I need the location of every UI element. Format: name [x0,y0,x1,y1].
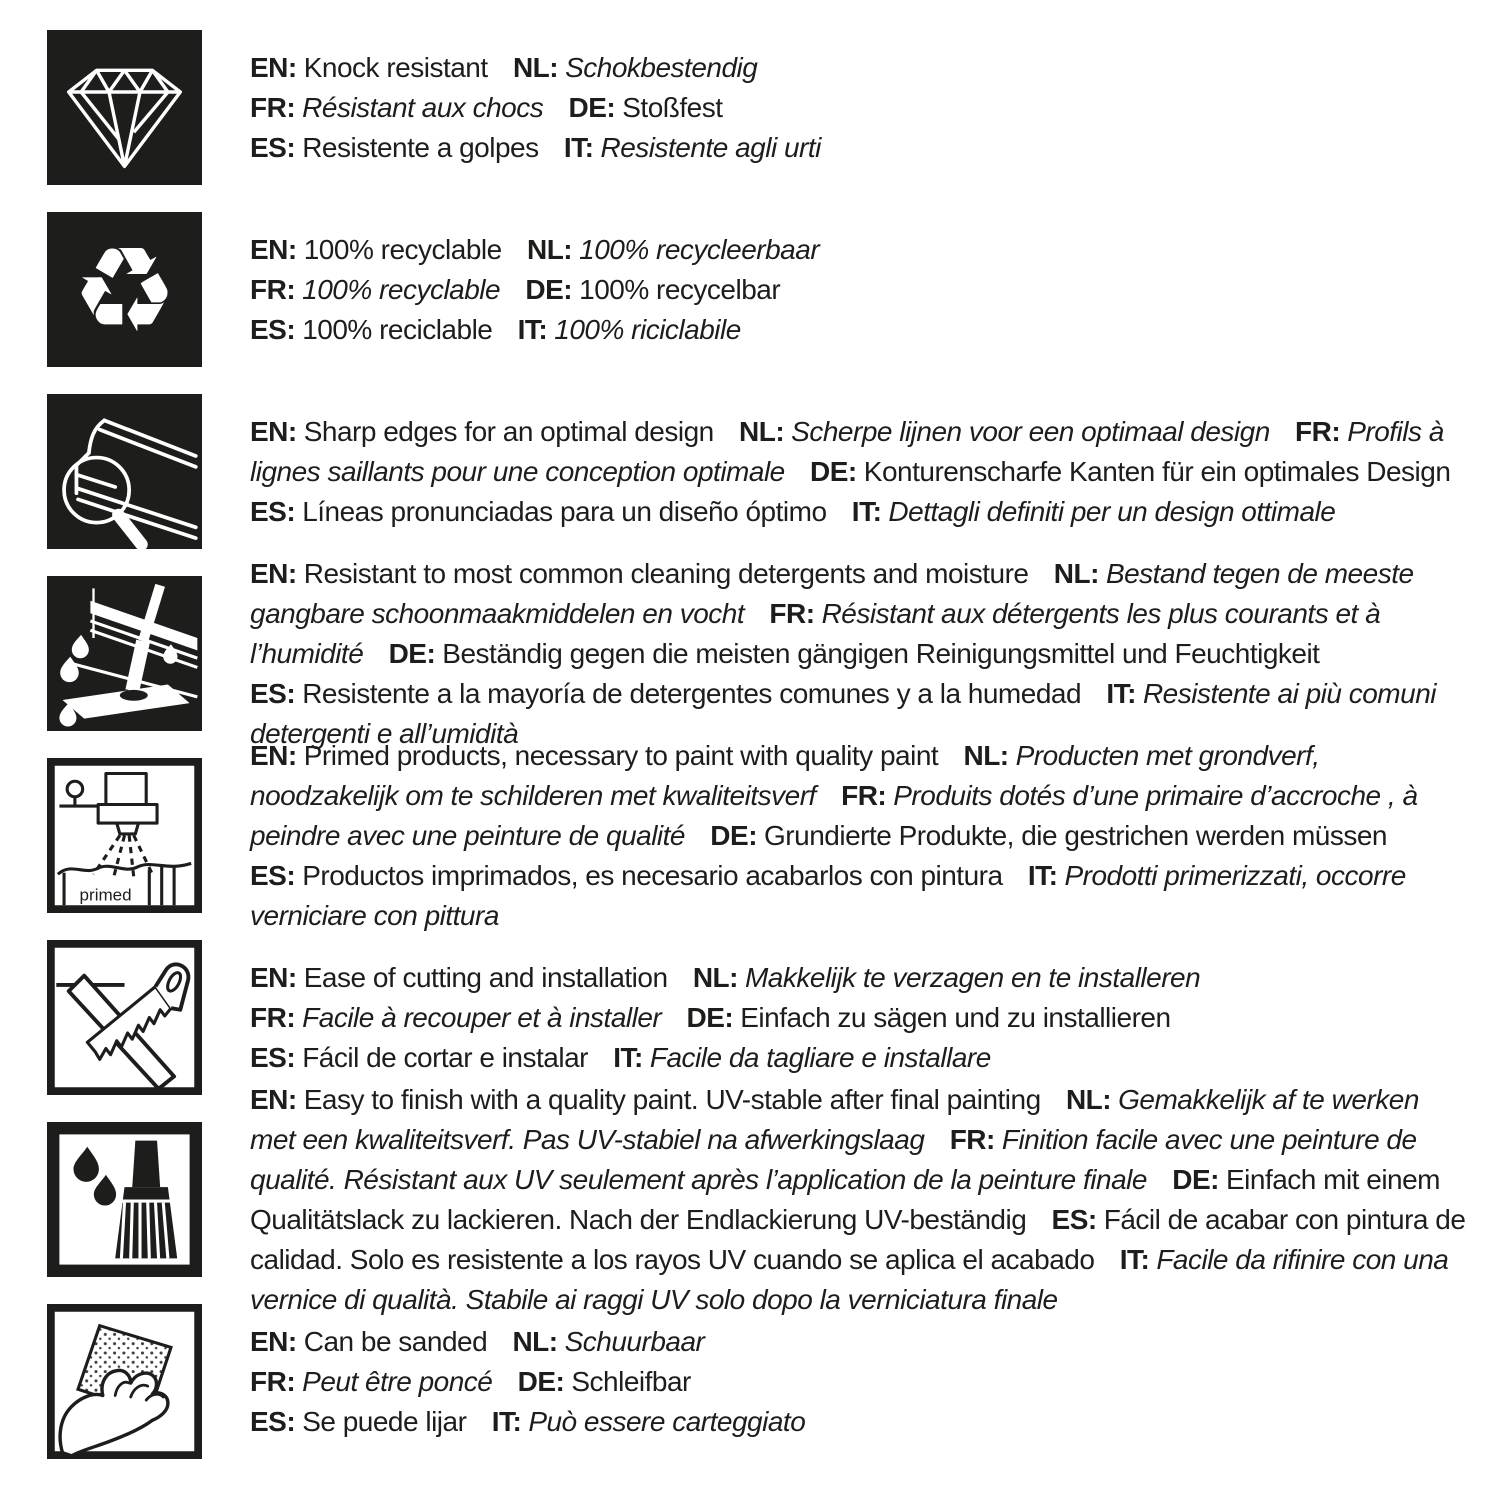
lang-segment [250,1366,492,1397]
lang-label: IT: [563,131,594,163]
lang-value: Se puede lijar [302,1405,467,1437]
lang-value: Producten met grondverf, noodzakelijk om te schilderen met kwaliteitsverf [250,739,1320,811]
lang-label: ES: [250,495,296,527]
feature-text [250,1322,1470,1442]
lang-value: Schleifbar [571,1365,691,1397]
lang-value: Gemakkelijk af te werken met een kwaliteitsverf. Pas UV-stabiel na afwerkingslaag [250,1083,1419,1155]
text-line [250,48,1470,88]
text-line [250,310,1470,350]
lang-segment [250,740,938,771]
text-line [250,230,1470,270]
lang-value: Einfach zu sägen und zu installieren [740,1001,1171,1033]
primer-spray-icon [47,758,202,913]
lang-label: ES: [250,859,296,891]
lang-label: NL: [739,415,785,447]
lang-label: DE: [517,1365,565,1397]
feature-text [250,48,1470,168]
lang-label: NL: [963,739,1009,771]
paint-brush-icon [47,1122,202,1277]
feature-text [250,736,1470,936]
feature-text [250,230,1470,350]
feature-row-cutting [47,940,1500,1095]
recycle-icon [47,212,202,367]
lang-value: Schokbestendig [565,51,758,83]
lang-segment [250,962,668,993]
feature-row-recyclable [47,212,1500,367]
feature-row-finishing [47,1083,1500,1315]
lang-segment [739,416,1270,447]
lang-label: NL: [512,1325,558,1357]
feature-row-sanding [47,1304,1500,1459]
lang-label: ES: [1051,1203,1097,1235]
lang-value: Sharp edges for an optimal design [303,415,714,447]
feature-row-sharp-edges [47,394,1500,549]
lang-label: IT: [1119,1243,1150,1275]
lang-segment [687,1002,1171,1033]
lang-value: 100% recycleerbaar [579,233,820,265]
lang-label: FR: [769,597,815,629]
lang-label: FR: [841,779,887,811]
lang-value: Resistant to most common cleaning detergents and moisture [303,557,1029,589]
lang-value: 100% reciclable [302,313,493,345]
lang-segment [693,962,1200,993]
lang-label: IT: [613,1041,643,1073]
lang-value: Makkelijk te verzagen en te installeren [744,961,1201,993]
primed-label: primed [79,885,132,905]
lang-segment [250,1406,466,1437]
text-line [250,270,1470,310]
lang-value: Stoßfest [622,91,723,123]
lang-label: DE: [568,91,616,123]
lang-value: Resistente agli urti [600,131,821,163]
lang-value: Easy to finish with a quality paint. UV-stable after final painting [303,1083,1041,1115]
lang-label: EN: [250,233,297,265]
lang-label: NL: [512,51,559,83]
lang-segment [710,820,1387,851]
text-line [250,412,1470,532]
lang-value: Fácil de cortar e instalar [302,1041,588,1073]
lang-value: Scherpe lijnen voor een optimaal design [791,415,1270,447]
lang-segment [250,1084,1041,1115]
text-line [250,1322,1470,1362]
sanding-hand-icon [47,1304,202,1459]
lang-segment [518,1366,691,1397]
lang-segment [250,52,488,83]
saw-icon [47,940,202,1095]
lang-value: Beständig gegen die meisten gängigen Reinigungsmittel und Feuchtigkeit [442,637,1320,669]
lang-segment [513,52,757,83]
lang-label: ES: [250,1041,296,1073]
lang-label: EN: [250,739,297,771]
lang-segment [250,860,1003,891]
text-line [250,998,1470,1038]
lang-value: 100% recycelbar [579,273,781,305]
lang-segment [250,1042,588,1073]
lang-value: Résistant aux détergents les plus courants et à l’humidité [250,597,1381,669]
lang-label: NL: [526,233,573,265]
lang-label: ES: [250,313,296,345]
lang-label: DE: [810,455,857,487]
lang-label: FR: [250,1365,296,1397]
lang-label: ES: [250,131,296,163]
lang-segment [250,1326,487,1357]
lang-label: IT: [1106,677,1136,709]
lang-label: IT: [517,313,548,345]
lang-segment [250,416,714,447]
lang-value: Peut être poncé [302,1365,493,1397]
lang-segment [389,638,1320,669]
lang-segment [250,678,1081,709]
feature-text [250,958,1470,1078]
lang-value: Finition facile avec une peinture de qualité. Résistant aux UV seulement après l’application de la peinture finale [250,1123,1417,1195]
text-line [250,1362,1470,1402]
lang-label: IT: [491,1405,522,1437]
lang-value: 100% riciclabile [554,313,741,345]
lang-segment [250,132,539,163]
lang-segment [525,274,780,305]
text-line [250,1402,1470,1442]
lang-label: EN: [250,961,297,993]
lang-value: Profils à lignes saillants pour une conception optimale [250,415,1444,487]
lang-value: Résistant aux chocs [302,91,544,123]
lang-value: Produits dotés d’une primaire d’accroche , à peindre avec une peinture de qualité [250,779,1418,851]
feature-text [250,554,1470,754]
lang-value: Dettagli definiti per un design ottimale [888,495,1336,527]
lang-label: FR: [250,1001,296,1033]
text-line [250,554,1470,754]
lang-segment [250,314,492,345]
lang-value: Ease of cutting and installation [303,961,668,993]
lang-label: DE: [710,819,758,851]
lang-label: EN: [250,51,297,83]
lang-value: Einfach mit einem Qualitätslack zu lackieren. Nach der Endlackierung UV-beständig [250,1163,1441,1235]
lang-value: Facile da rifinire con una vernice di qualità. Stabile ai raggi UV solo dopo la verniciatura finale [250,1243,1449,1315]
lang-value: 100% recyclable [302,273,501,305]
text-line [250,88,1470,128]
lang-value: Konturenscharfe Kanten für ein optimales Design [863,455,1451,487]
lang-label: DE: [388,637,436,669]
lang-segment [569,92,723,123]
lang-label: EN: [250,557,297,589]
lang-segment [613,1042,991,1073]
feature-text [250,412,1470,532]
lang-value: Grundierte Produkte, die gestrichen werden müssen [764,819,1387,851]
lang-value: Resistente a golpes [302,131,539,163]
magnifier-profile-icon [47,394,202,549]
text-line [250,736,1470,936]
lang-value: Can be sanded [303,1325,488,1357]
lang-label: FR: [250,91,296,123]
lang-segment [250,234,502,265]
lang-label: FR: [949,1123,995,1155]
lang-segment [810,456,1450,487]
text-line [250,1080,1470,1320]
lang-value: Primed products, necessary to paint with quality paint [303,739,939,771]
lang-label: DE: [525,273,573,305]
lang-segment [250,92,543,123]
lang-label: EN: [250,415,297,447]
lang-value: Knock resistant [303,51,488,83]
lang-label: FR: [1295,415,1341,447]
mop-icon [47,576,202,731]
feature-row-knock-resistant [47,30,1500,185]
lang-label: FR: [250,273,296,305]
lang-label: NL: [1053,557,1099,589]
lang-label: IT: [1027,859,1058,891]
text-line [250,958,1470,998]
lang-segment [852,496,1336,527]
lang-label: DE: [1172,1163,1219,1195]
lang-value: Facile da tagliare e installare [649,1041,991,1073]
lang-label: NL: [1065,1083,1112,1115]
lang-label: EN: [250,1325,297,1357]
lang-segment [564,132,821,163]
lang-value: Schuurbaar [564,1325,705,1357]
feature-text [250,1080,1470,1320]
lang-value: Líneas pronunciadas para un diseño óptimo [302,495,827,527]
lang-value: Fácil de acabar con pintura de calidad. Solo es resistente a los rayos UV cuando se aplica el acabado [250,1203,1466,1275]
lang-value: Prodotti primerizzati, occorre verniciare con pittura [250,859,1406,931]
lang-segment [527,234,819,265]
lang-segment [518,314,741,345]
diamond-icon [47,30,202,185]
lang-value: 100% recyclable [303,233,502,265]
lang-value: Bestand tegen de meeste gangbare schoonmaakmiddelen en vocht [250,557,1414,629]
lang-label: DE: [686,1001,734,1033]
lang-value: Productos imprimados, es necesario acabarlos con pintura [302,859,1003,891]
lang-value: Resistente ai più comuni detergenti e all’umidità [250,677,1436,749]
lang-value: Facile à recouper et à installer [302,1001,662,1033]
lang-label: IT: [851,495,882,527]
lang-segment [250,1002,661,1033]
lang-segment [250,496,827,527]
text-line [250,128,1470,168]
text-line [250,1038,1470,1078]
feature-row-cleaning [47,557,1500,749]
lang-segment [250,558,1029,589]
recycle-glyph: ♻ [47,212,202,367]
lang-value: Può essere carteggiato [528,1405,806,1437]
lang-value: Resistente a la mayoría de detergentes comunes y a la humedad [302,677,1082,709]
lang-label: ES: [250,677,296,709]
lang-label: ES: [250,1405,296,1437]
lang-segment [492,1406,806,1437]
lang-label: EN: [250,1083,297,1115]
lang-segment [512,1326,704,1357]
feature-row-primed [47,739,1500,931]
lang-label: NL: [692,961,738,993]
lang-segment [250,274,500,305]
